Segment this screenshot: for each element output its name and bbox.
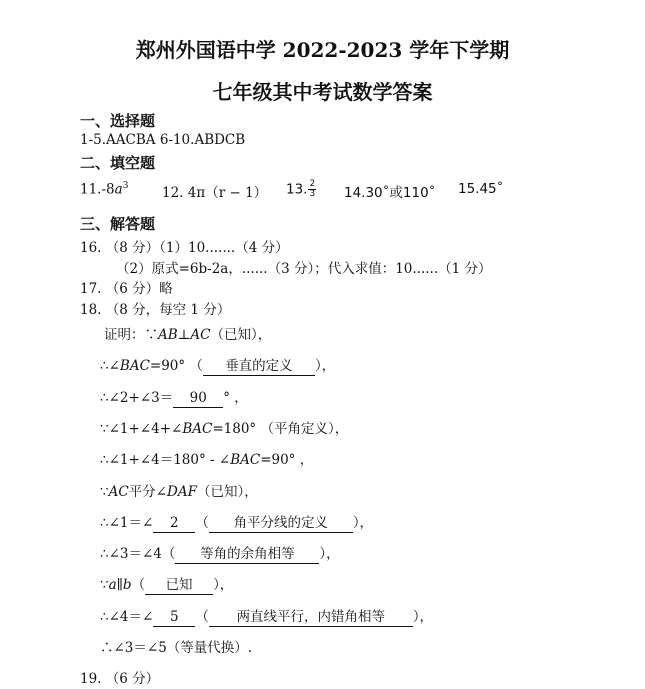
proof-line-11: ∴∠3＝∠5（等量代换）. [100, 640, 253, 656]
proof-text: ∴∠1+∠4＝180° - ∠ [100, 452, 231, 468]
proof-line-1 [104, 323, 271, 343]
proof-text: （已知）， [196, 484, 258, 500]
proof-var: AC [190, 327, 211, 343]
proof-text: ∴∠4＝∠ [100, 609, 154, 625]
proof-text: ∴∠2+∠3＝ [100, 390, 174, 406]
answer-q17: 17. （6 分）略 [80, 281, 173, 297]
proof-line-2 [100, 354, 335, 376]
proof-text: ）， [319, 546, 340, 562]
proof-text: ）， [352, 515, 374, 531]
proof-blank-answer: 垂直的定义 [203, 359, 315, 376]
section-heading-solve: 三、解答题 [80, 215, 156, 233]
proof-text: ∵ [100, 577, 109, 593]
proof-text: （已知）， [210, 327, 272, 343]
q13-numerator: 2 [309, 179, 316, 189]
proof-text: （ [195, 515, 209, 531]
q13-fraction [308, 180, 316, 199]
proof-var: BAC [182, 421, 213, 437]
proof-var: BAC [230, 452, 261, 468]
answer-q14: 14.30˚或110˚ [344, 185, 436, 201]
proof-line-6 [100, 480, 258, 500]
title-line-1: 郑州外国语中学 2022-2023 学年下学期 [135, 38, 510, 62]
answer-q11 [80, 181, 128, 198]
proof-var: a [108, 577, 117, 593]
choice-answers: 1-5.AACBA 6-10.ABDCB [80, 132, 246, 148]
proof-blank-answer: 2 [153, 516, 195, 533]
proof-text: ∴∠ [100, 358, 120, 374]
proof-var: DAF [167, 484, 197, 500]
proof-text: （ [131, 577, 146, 593]
proof-blank-answer: 等角的余角相等 [175, 547, 319, 564]
proof-blank-answer: 5 [153, 610, 195, 627]
proof-text: ∴∠1＝∠ [100, 515, 154, 531]
title-line-2: 七年级其中考试数学答案 [212, 80, 433, 104]
proof-text: =90° （ [149, 358, 203, 374]
answer-q16-part2: （2）原式=6b-2a，......（3 分）；代入求值：10......（1 分） [116, 261, 492, 277]
q11-var: a [114, 181, 123, 198]
q13-prefix: 13. [286, 181, 308, 198]
proof-text: ∥ [116, 577, 123, 593]
proof-text: ∴∠3＝∠4（ [100, 546, 176, 562]
proof-var: AC [108, 484, 129, 500]
proof-text: ⊥ [177, 327, 191, 343]
proof-line-3 [100, 386, 248, 408]
proof-line-10 [100, 605, 433, 627]
answer-q12: 12. 4π（r − 1） [162, 185, 268, 201]
proof-text: ∵∠1+∠4+∠ [100, 421, 183, 437]
proof-blank-answer: 90 [173, 391, 223, 408]
proof-line-4 [100, 417, 348, 437]
proof-blank-answer: 已知 [145, 578, 213, 595]
proof-text: 证明：∵ [104, 327, 158, 343]
section-heading-choice: 一、选择题 [80, 112, 156, 130]
proof-text: ∵ [100, 484, 109, 500]
proof-text: （ [195, 609, 209, 625]
proof-var: BAC [119, 358, 150, 374]
proof-blank-answer: 两直线平行，内错角相等 [209, 610, 413, 627]
proof-blank-answer: 角平分线的定义 [209, 516, 353, 533]
proof-var: AB [158, 327, 178, 343]
proof-line-9 [100, 573, 233, 595]
answer-q13 [286, 180, 316, 199]
proof-text: 平分∠ [128, 484, 167, 500]
proof-var: b [122, 577, 132, 593]
proof-line-7 [100, 511, 373, 533]
proof-text: ）， [412, 609, 434, 625]
answer-q15: 15.45˚ [458, 181, 504, 197]
proof-text: =90° ， [260, 452, 314, 468]
q13-denominator: 3 [309, 189, 316, 199]
q11-exponent: 3 [122, 181, 129, 191]
section-heading-fill: 二、填空题 [80, 154, 156, 172]
q11-prefix: 11.-8 [80, 181, 115, 198]
answer-q18-header: 18. （8 分，每空 1 分） [80, 302, 231, 318]
answer-q16-part1: 16. （8 分）（1）10.......（4 分） [80, 240, 289, 256]
proof-line-8 [100, 542, 340, 564]
proof-text: ° ， [223, 390, 248, 406]
proof-text: =180° （平角定义）， [212, 421, 349, 437]
proof-text: ）， [314, 358, 336, 374]
proof-line-5 [100, 448, 313, 468]
answer-q19: 19. （6 分） [80, 671, 160, 687]
proof-text: ）， [213, 577, 234, 593]
